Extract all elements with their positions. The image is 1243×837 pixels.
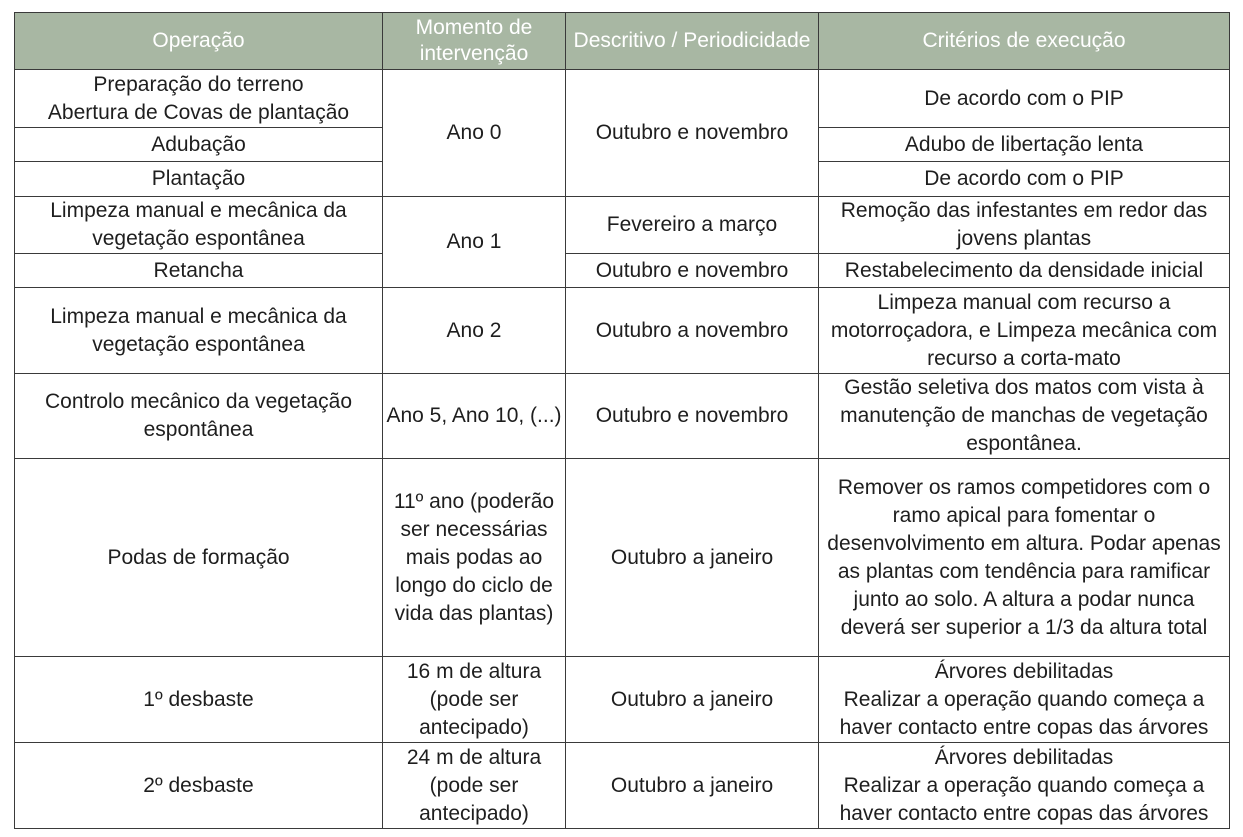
cell-descritivo: Outubro e novembro [566, 70, 819, 197]
cell-criterios: De acordo com o PIP [819, 70, 1230, 128]
cell-momento: Ano 5, Ano 10, (...) [383, 374, 566, 459]
table-row [15, 70, 1230, 128]
cell-descritivo: Fevereiro a março [566, 197, 819, 254]
cell-criterios: Remover os ramos competidores com o ramo apical para fomentar o desenvolvimento em altura. Podar apenas as plantas com tendência para ramificar junto ao solo. A altura a podar nunca deverá ser superior a 1/3 da altura total [819, 459, 1230, 657]
cell-descritivo: Outubro a janeiro [566, 743, 819, 829]
cell-descritivo: Outubro a janeiro [566, 459, 819, 657]
table-row [15, 657, 1230, 743]
cell-operacao: Plantação [15, 162, 383, 197]
cell-operacao: Adubação [15, 128, 383, 162]
header-momento: Momento de intervenção [383, 13, 566, 70]
cell-criterios: Árvores debilitadas Realizar a operação quando começa a haver contacto entre copas das árvores [819, 657, 1230, 743]
table-row [15, 288, 1230, 374]
cell-operacao: 1º desbaste [15, 657, 383, 743]
table-row [15, 743, 1230, 829]
cell-criterios: De acordo com o PIP [819, 162, 1230, 197]
header-row [15, 13, 1230, 70]
cell-operacao: Controlo mecânico da vegetação espontânea [15, 374, 383, 459]
table-row [15, 459, 1230, 657]
cell-operacao: Limpeza manual e mecânica da vegetação espontânea [15, 197, 383, 254]
header-criterios: Critérios de execução [819, 13, 1230, 70]
cell-operacao: Retancha [15, 254, 383, 288]
operations-table [14, 12, 1230, 829]
cell-descritivo: Outubro e novembro [566, 254, 819, 288]
cell-criterios: Limpeza manual com recurso a motorroçadora, e Limpeza mecânica com recurso a corta-mato [819, 288, 1230, 374]
table-row [15, 197, 1230, 254]
cell-criterios: Adubo de libertação lenta [819, 128, 1230, 162]
cell-operacao: Podas de formação [15, 459, 383, 657]
header-descritivo: Descritivo / Periodicidade [566, 13, 819, 70]
cell-momento: Ano 2 [383, 288, 566, 374]
table-header [15, 13, 1230, 70]
cell-momento: Ano 1 [383, 197, 566, 288]
cell-descritivo: Outubro a janeiro [566, 657, 819, 743]
table-row [15, 374, 1230, 459]
cell-criterios: Remoção das infestantes em redor das jovens plantas [819, 197, 1230, 254]
cell-operacao: Limpeza manual e mecânica da vegetação espontânea [15, 288, 383, 374]
header-operacao: Operação [15, 13, 383, 70]
cell-descritivo: Outubro e novembro [566, 374, 819, 459]
cell-descritivo: Outubro a novembro [566, 288, 819, 374]
cell-momento: Ano 0 [383, 70, 566, 197]
cell-momento: 11º ano (poderão ser necessárias mais podas ao longo do ciclo de vida das plantas) [383, 459, 566, 657]
cell-criterios: Gestão seletiva dos matos com vista à manutenção de manchas de vegetação espontânea. [819, 374, 1230, 459]
cell-criterios: Restabelecimento da densidade inicial [819, 254, 1230, 288]
cell-momento: 16 m de altura (pode ser antecipado) [383, 657, 566, 743]
cell-momento: 24 m de altura (pode ser antecipado) [383, 743, 566, 829]
cell-criterios: Árvores debilitadas Realizar a operação quando começa a haver contacto entre copas das árvores [819, 743, 1230, 829]
cell-operacao: 2º desbaste [15, 743, 383, 829]
cell-operacao: Preparação do terreno Abertura de Covas de plantação [15, 70, 383, 128]
table-body [15, 70, 1230, 829]
table-row [15, 254, 1230, 288]
